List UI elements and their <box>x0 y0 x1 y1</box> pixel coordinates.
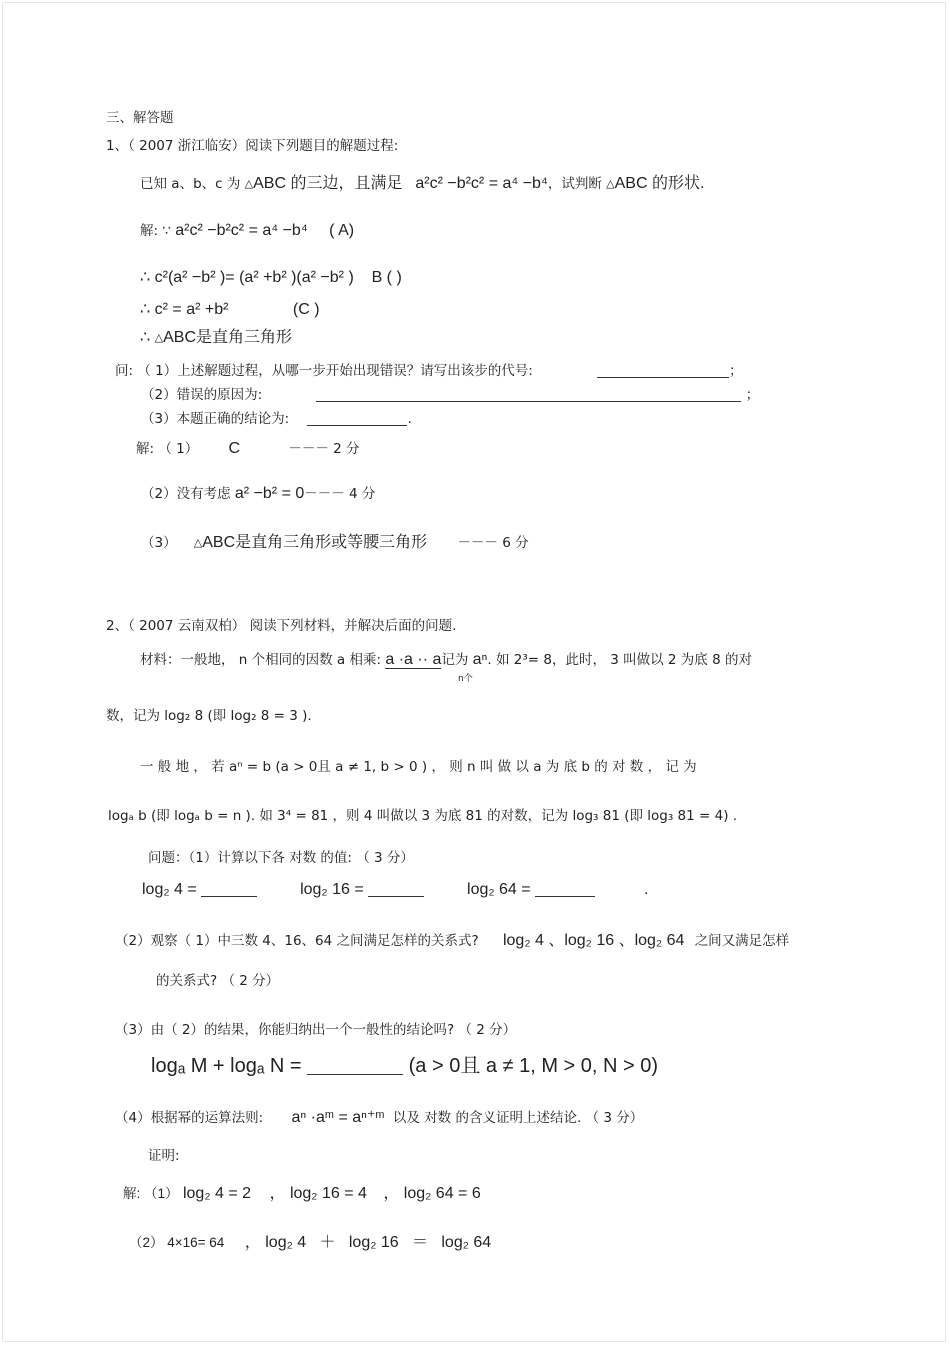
q1-given-abc: ABC 的三边，且满足 <box>253 175 403 192</box>
q1-answer-3-score: －－－ 6 分 <box>457 535 529 551</box>
triangle-icon: △ <box>244 177 254 190</box>
q1-answer-2 <box>141 485 375 503</box>
answer-blank[interactable] <box>307 1054 403 1075</box>
q1-given-post: ，试判断 <box>547 176 602 192</box>
q2-material-mid: 记为 <box>441 652 469 668</box>
q1-ask-1-text: 问: （ 1）上述解题过程，从哪一步开始出现错误？请写出该步的代号: <box>115 363 533 379</box>
q2-p1-c: log₂ 64 = <box>467 881 531 898</box>
q1-step-d-pre: ∴ <box>140 329 151 346</box>
q2-s2-b: log₂ 16 <box>348 1234 399 1251</box>
q1-step-b <box>140 269 402 287</box>
q1-step-c-equation: ∴ c² = a² +b² <box>140 301 229 318</box>
q2-p1-end: . <box>643 881 649 898</box>
q1-ask-1 <box>115 362 743 380</box>
q1-given-equation: a²c² −b²c² = a⁴ −b⁴ <box>415 175 548 192</box>
q1-given <box>140 175 704 193</box>
answer-blank[interactable] <box>316 387 741 402</box>
q2-general-2: logₐ b (即 logₐ b = n ). 如 3⁴ = 81 ，则 4 叫做以 3 为底 81 的对数，记为 log₃ 81 (即 log₃ 81 = 4) . <box>108 808 738 824</box>
answer-blank[interactable] <box>535 882 595 897</box>
q2-p4-equation: aⁿ ·aᵐ = aⁿ⁺ᵐ <box>291 1109 385 1126</box>
q2-material-power: aⁿ <box>472 651 488 668</box>
q2-p4-pre: （4）根据幂的运算法则: <box>115 1110 264 1126</box>
q1-answer-3 <box>141 534 529 552</box>
q2-problem-3-equation <box>151 1053 658 1079</box>
q1-step-c-tag: (C ) <box>292 301 320 318</box>
q2-p1-b: log₂ 16 = <box>300 881 364 898</box>
q2-problem-1: 问题：（1）计算以下各 对数 的值: （ 3 分） <box>148 850 414 866</box>
q1-step-b-equation: ∴ c²(a² −b² )= (a² +b² )(a² −b² ) <box>140 269 354 286</box>
semicolon: ； <box>745 387 760 403</box>
q2-s2-label: （2） 4×16= 64 <box>129 1235 225 1250</box>
q1-answer-3-label: （3） <box>141 535 177 551</box>
comma: ， <box>269 1185 286 1202</box>
q1-answer-3-text: ABC是直角三角形或等腰三角形 <box>202 534 428 551</box>
answer-blank[interactable] <box>368 882 424 897</box>
triangle-icon: △ <box>606 177 615 190</box>
q2-s2-a: log₂ 4 <box>265 1234 307 1251</box>
q1-ask-3-text: （3）本题正确的结论为: <box>141 411 290 427</box>
q2-problem-3: （3）由（ 2）的结果，你能归纳出一个一般性的结论吗? （ 2 分） <box>115 1022 517 1038</box>
q1-step-a-tag: ( A) <box>329 222 355 239</box>
q1-ask-2 <box>141 386 759 404</box>
q2-s2-c: log₂ 64 <box>441 1234 492 1251</box>
q1-answer-1-score: －－－ 2 分 <box>288 441 360 457</box>
q2-proof-label: 证明: <box>148 1148 180 1164</box>
q2-material-pre: 材料：一般地， n 个相同的因数 a 相乘: <box>140 652 382 668</box>
q1-step-b-tag: B ( ) <box>371 269 402 286</box>
q2-solution-2 <box>129 1234 491 1252</box>
q1-answer-1 <box>136 440 360 458</box>
q1-answer-2-equation: a² −b² = 0 <box>234 485 305 502</box>
section-heading: 三、解答题 <box>106 110 174 126</box>
q2-problem-2 <box>115 932 789 950</box>
q1-step-a <box>140 222 354 240</box>
q2-s2-equals: ＝ <box>412 1234 429 1251</box>
semicolon: ； <box>729 363 743 379</box>
q2-s1-label: 解: （1） <box>123 1186 179 1201</box>
q1-solution-label: 解: ∵ <box>140 223 171 239</box>
q1-ask-3 <box>141 410 412 428</box>
document-page <box>2 2 946 1342</box>
q2-p2-logs: log₂ 4 、log₂ 16 、log₂ 64 <box>502 932 685 949</box>
period: . <box>407 411 412 427</box>
triangle-icon: △ <box>154 332 164 344</box>
q1-given-pre: 已知 a、b、c 为 <box>140 176 241 192</box>
q2-material-2: 数，记为 log₂ 8 (即 log₂ 8 = 3 ). <box>106 708 312 724</box>
triangle-icon: △ <box>193 536 203 549</box>
q1-step-a-equation: a²c² −b²c² = a⁴ −b⁴ <box>175 222 308 239</box>
q1-step-d <box>140 329 292 347</box>
q2-p2-text: （2）观察（ 1）中三数 4、16、64 之间满足怎样的关系式? <box>115 933 479 949</box>
q2-p3-lhs: logₐ M + logₐ N = <box>151 1055 302 1077</box>
q2-heading: 2、（ 2007 云南双柏） 阅读下列材料，并解决后面的问题. <box>106 618 457 634</box>
q1-step-d-text: ABC是直角三角形 <box>163 329 293 346</box>
answer-blank[interactable] <box>307 411 407 426</box>
q2-p1-a: log₂ 4 = <box>142 881 197 898</box>
q1-ask-2-text: （2）错误的原因为: <box>141 387 263 403</box>
q2-material-post: . 如 2³= 8，此时， 3 叫做以 2 为底 8 的对 <box>487 652 752 668</box>
q2-p3-condition: (a > 0且 a ≠ 1, M > 0, N > 0) <box>408 1055 659 1077</box>
q2-s1-a: log₂ 4 = 2 <box>182 1185 252 1202</box>
q2-s1-b: log₂ 16 = 4 <box>289 1185 367 1202</box>
q2-material <box>140 651 752 669</box>
q1-answer-2-score: －－－ 4 分 <box>304 486 376 502</box>
q1-answer-1-value: C <box>228 440 241 457</box>
q1-answer-2-label: （2）没有考虑 <box>141 486 231 502</box>
q2-solution-1 <box>123 1185 481 1203</box>
answer-blank[interactable] <box>201 882 257 897</box>
q2-p4-post: 以及 对数 的含义证明上述结论. （ 3 分） <box>392 1110 644 1126</box>
q2-material-product: a ·a ·· a <box>385 651 442 668</box>
q1-given-abc-2: ABC 的形状. <box>614 175 705 192</box>
answer-blank[interactable] <box>597 363 729 378</box>
q2-problem-2b: 的关系式? （ 2 分） <box>156 973 280 989</box>
q2-problem-4 <box>115 1109 643 1127</box>
comma: ， <box>244 1234 261 1251</box>
q2-s1-c: log₂ 64 = 6 <box>403 1185 481 1202</box>
q2-p2-tail: 之间又满足怎样 <box>694 933 790 949</box>
q2-problem-1-items <box>142 881 648 899</box>
q1-step-c <box>140 301 320 319</box>
q1-heading: 1、（ 2007 浙江临安）阅读下列题目的解题过程: <box>106 138 399 154</box>
comma: ， <box>383 1185 400 1202</box>
q2-material-brace-label: n个 <box>458 674 473 684</box>
q2-s2-plus: ＋ <box>319 1234 336 1251</box>
q2-general-1: 一 般 地 ， 若 aⁿ = b (a > 0且 a ≠ 1, b > 0 ) ， 则 n 叫 做 以 a 为 底 b 的 对 数 ， 记 为 <box>140 759 697 775</box>
q1-answer-1-label: 解: （ 1） <box>136 441 199 457</box>
